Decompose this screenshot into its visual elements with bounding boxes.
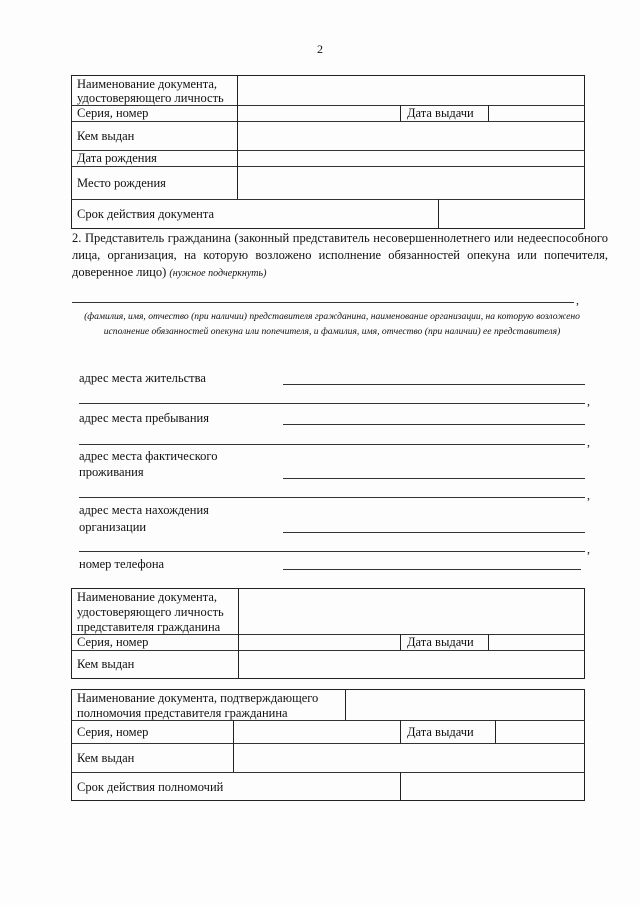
doc-name-field[interactable] [238,76,584,105]
rep-issue-date-label: Дата выдачи [407,635,474,649]
authority-issued-by-label: Кем выдан [77,751,135,765]
doc-name-label-line1: Наименование документа, [77,77,218,91]
rep-series-number-label: Серия, номер [77,635,149,649]
representative-caption: (фамилия, имя, отчество (при наличии) представителя гражданина, наименование организации, на которую возложено исполнение обязанностей опекуна или попечителя, и фамилия, имя, отчество (при наличии) ее представителя) [84,311,580,337]
rep-issued-by-field[interactable] [239,651,584,678]
comma: , [576,293,579,307]
stay-address-line-2[interactable] [79,444,585,445]
birth-place-label: Место рождения [77,176,166,190]
residence-address-label: адрес места жительства [79,371,206,385]
residence-address-line-2[interactable] [79,403,585,404]
org-address-label-line1: адрес места нахождения [79,503,209,517]
validity-label: Срок действия документа [77,207,215,221]
series-number-label: Серия, номер [77,106,149,120]
stay-address-label: адрес места пребывания [79,411,209,425]
actual-address-label-line1: адрес места фактического [79,449,218,463]
org-address-line-1[interactable] [283,532,585,533]
authority-doc-label-line2: полномочия представителя гражданина [77,706,288,720]
issued-by-label: Кем выдан [77,129,135,143]
birth-date-field[interactable] [238,151,584,166]
issue-date-label: Дата выдачи [407,106,474,120]
rep-doc-name-label-line3: представителя гражданина [77,620,221,634]
rep-issued-by-label: Кем выдан [77,657,135,671]
rep-series-number-field[interactable] [239,635,400,650]
comma: , [587,488,590,502]
comma: , [587,542,590,556]
rep-doc-name-label-line1: Наименование документа, [77,590,218,604]
representative-text: 2. Представитель гражданина (законный представитель несовершеннолетнего или недееспособного лица, организация, на которую возложено исполнение обязанностей опекуна или попечителя, доверенное лицо) [72,231,608,279]
rep-issue-date-field[interactable] [489,635,584,650]
series-number-field[interactable] [238,106,400,121]
stay-address-line-1[interactable] [283,424,585,425]
page-number: 2 [317,42,323,56]
rep-doc-name-label-line2: удостоверяющего личность [77,605,224,619]
actual-address-line-2[interactable] [79,497,585,498]
authority-issue-date-field[interactable] [496,721,584,743]
phone-label: номер телефона [79,557,165,571]
actual-address-label-line2: проживания [79,465,144,479]
residence-address-line-1[interactable] [283,384,585,385]
comma: , [587,394,590,408]
validity-field[interactable] [439,200,584,228]
authority-issue-date-label: Дата выдачи [407,725,474,739]
org-address-label-line2: организации [79,520,147,534]
actual-address-line-1[interactable] [283,478,585,479]
comma: , [587,435,590,449]
birth-date-label: Дата рождения [77,151,157,165]
phone-line[interactable] [283,569,581,570]
authority-validity-label: Срок действия полномочий [77,780,224,794]
authority-series-number-label: Серия, номер [77,725,149,739]
authority-doc-label-line1: Наименование документа, подтверждающего [77,691,319,705]
doc-name-label-line2: удостоверяющего личность [77,91,224,105]
issued-by-field[interactable] [238,122,584,150]
underline-note: (нужное подчеркнуть) [169,268,267,279]
representative-paragraph [72,230,608,282]
authority-validity-field[interactable] [401,773,584,800]
authority-doc-field[interactable] [346,690,584,720]
org-address-line-2[interactable] [79,551,585,552]
birth-place-field[interactable] [238,167,584,199]
representative-name-line[interactable] [72,302,574,303]
authority-issued-by-field[interactable] [234,744,584,772]
rep-doc-name-field[interactable] [239,589,584,634]
issue-date-field[interactable] [489,106,584,121]
authority-series-number-field[interactable] [234,721,400,743]
